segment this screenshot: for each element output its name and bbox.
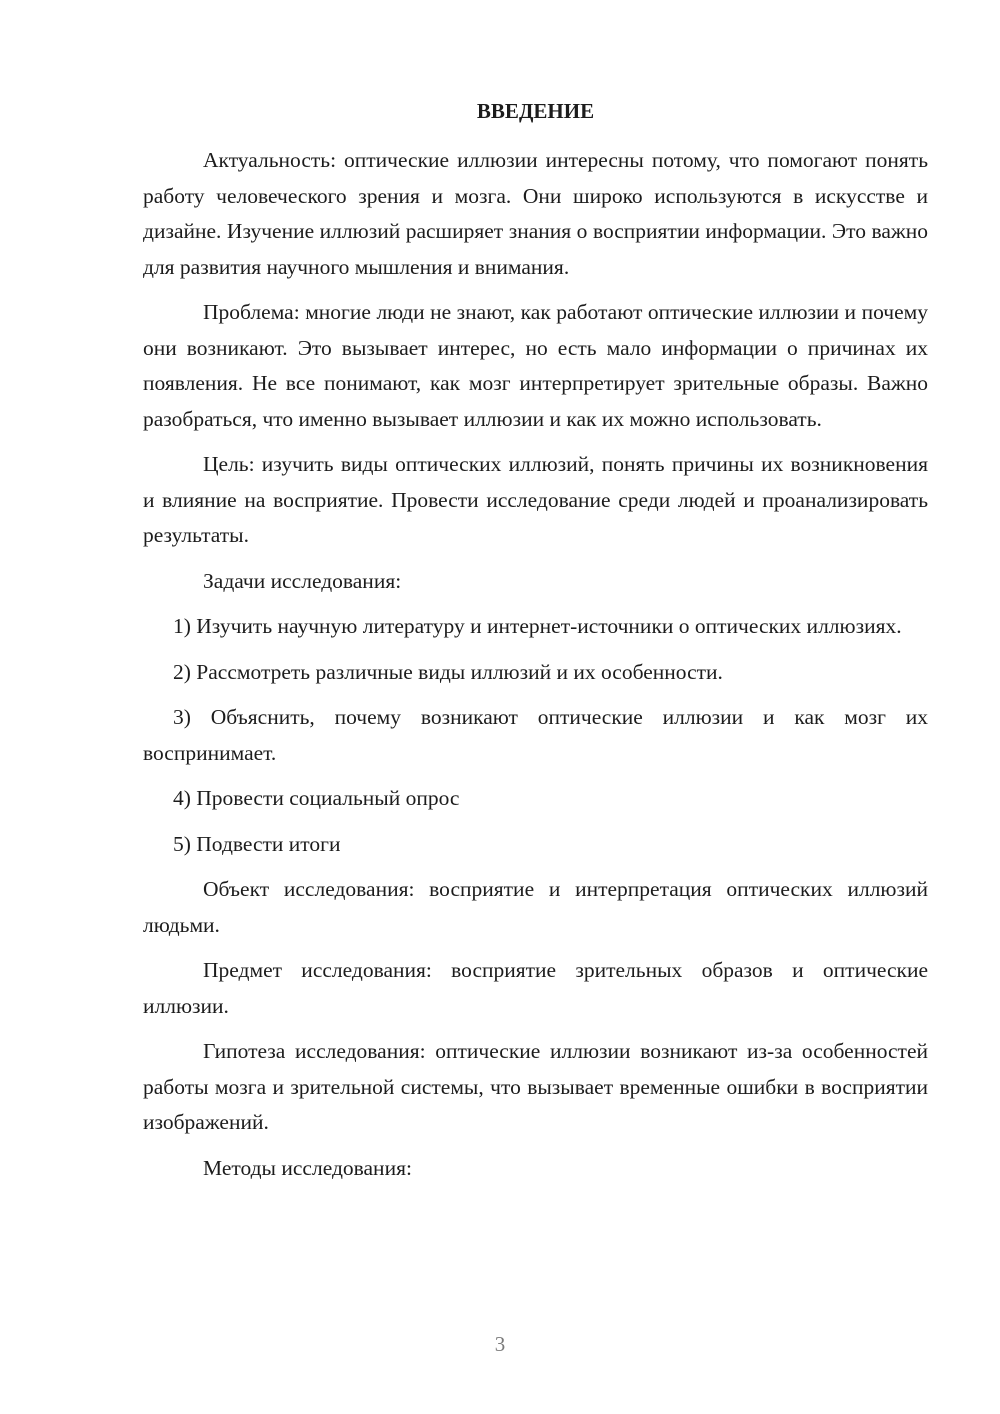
methods-heading: Методы исследования: [203, 1155, 412, 1180]
task-item: 2) Рассмотреть различные виды иллюзий и их особенности. [173, 659, 723, 684]
paragraph-object: Объект исследования: восприятие и интерпретация оптических иллюзий людьми. [143, 877, 928, 937]
document-body [143, 143, 928, 1196]
paragraph-problem: Проблема: многие люди не знают, как работают оптические иллюзии и почему они возникают. Это вызывает интерес, но есть мало информации о причинах их появления. Не все понимают, как мозг интерпретирует зрительные образы. Важно разобраться, что именно вызывает иллюзии и как их можно использовать. [143, 300, 928, 431]
paragraph-hypothesis: Гипотеза исследования: оптические иллюзии возникают из-за особенностей работы мозга и зрительной системы, что вызывает временные ошибки в восприятии изображений. [143, 1039, 928, 1134]
paragraph-relevance: Актуальность: оптические иллюзии интересны потому, что помогают понять работу человеческого зрения и мозга. Они широко используются в искусстве и дизайне. Изучение иллюзий расширяет знания о восприятии информации. Это важно для развития научного мышления и внимания. [143, 148, 928, 279]
task-item: 5) Подвести итоги [173, 831, 341, 856]
task-item: 4) Провести социальный опрос [173, 786, 460, 810]
task-item: 1) Изучить научную литературу и интернет-источники о оптических иллюзиях. [173, 614, 902, 638]
paragraph-subject: Предмет исследования: восприятие зрительных образов и оптические иллюзии. [143, 958, 928, 1018]
section-title: ВВЕДЕНИЕ [476, 99, 595, 123]
task-item: 3) Объяснить, почему возникают оптические иллюзии и как мозг их воспринимает. [143, 705, 928, 765]
tasks-heading: Задачи исследования: [203, 568, 402, 593]
page-number: 3 [494, 1332, 506, 1356]
paragraph-goal: Цель: изучить виды оптических иллюзий, понять причины их возникновения и влияние на восприятие. Провести исследование среди людей и проанализировать результаты. [143, 452, 928, 547]
